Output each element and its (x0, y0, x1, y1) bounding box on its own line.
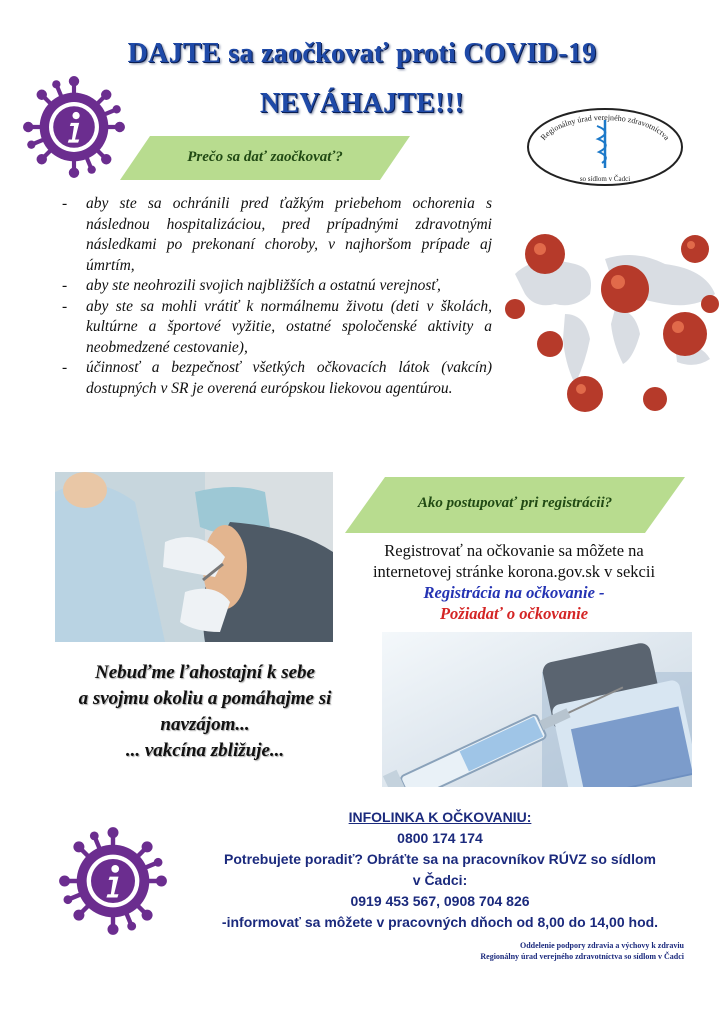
page-title: DAJTE sa zaočkovať proti COVID-19 (127, 38, 597, 69)
list-item: - účinnosť a bezpečnosť všetkých očkovacích látok (vakcín) dostupných v SR je overená európskou liekovou agentúrou. (62, 359, 492, 397)
why-list (62, 194, 492, 399)
slogan-line: navzájom... (160, 714, 250, 735)
slogan (40, 660, 370, 764)
info-virus-icon (22, 75, 126, 179)
list-item: - aby ste neohrozili svojich najbližších a ostatnú verejnosť, (62, 277, 441, 294)
footer-authority: Regionálny úrad verejného zdravotníctva so sídlom v Čadci (480, 952, 684, 961)
asclepius-seal-icon (525, 106, 685, 188)
slogan-line: a svojmu okoliu a pomáhajme si (78, 688, 332, 709)
request-vaccination-link[interactable]: Požiadať o očkovanie (439, 604, 589, 623)
why-heading-banner (120, 136, 410, 180)
footer (480, 940, 684, 962)
infoline-city: v Čadci: (412, 872, 468, 888)
registration-text: Registrovať na očkovanie sa môžete na internetovej stránke korona.gov.sk v sekcii (372, 541, 656, 581)
svg-text:Regionálny úrad verejného zdra: Regionálny úrad verejného zdravotníctva (538, 112, 672, 142)
seal-bottom-text: so sídlom v Čadci (579, 175, 631, 183)
world-virus-image (505, 214, 724, 420)
list-item: - aby ste sa mohli vrátiť k normálnemu životu (deti v školách, kultúrne a športové vyžitie, ostatné spoločenské aktivity a neobmedzené cestovanie), (62, 297, 492, 356)
why-heading: Prečo sa dať zaočkovať? (187, 149, 343, 165)
registration-separator: - (594, 583, 605, 602)
info-virus-icon (58, 826, 168, 936)
slogan-line: Nebuďme ľahostajní k sebe (95, 662, 315, 683)
page-subtitle: NEVÁHAJTE!!! (259, 88, 465, 119)
infoline (190, 807, 690, 933)
list-item: - aby ste sa ochránili pred ťažkým priebehom ochorenia s následnou hospitalizáciou, pred prípadnými zdravotnými následkami po prekonaní choroby, v najhoršom prípade aj úmrtím, (62, 195, 492, 274)
infoline-title: INFOLINKA K OČKOVANIU: (348, 809, 532, 825)
infoline-advice: Potrebujete poradiť? Obráťte sa na pracovníkov RÚVZ so sídlom (224, 851, 656, 867)
syringe-vial-photo (382, 632, 692, 787)
infoline-phones: 0919 453 567, 0908 704 826 (350, 893, 530, 909)
registration-heading-banner (345, 477, 685, 533)
registration-info (344, 540, 684, 624)
footer-department: Oddelenie podpory zdravia a výchovy k zdraviu (519, 941, 684, 950)
registration-link[interactable]: Registrácia na očkovanie (423, 583, 595, 602)
infoline-number: 0800 174 174 (397, 830, 483, 846)
infoline-hours: -informovať sa môžete v pracovných dňoch od 8,00 do 14,00 hod. (221, 914, 659, 930)
vaccination-photo (55, 472, 333, 642)
registration-heading: Ako postupovať pri registrácii? (417, 495, 613, 511)
slogan-line: ... vakcína zbližuje... (125, 740, 285, 761)
